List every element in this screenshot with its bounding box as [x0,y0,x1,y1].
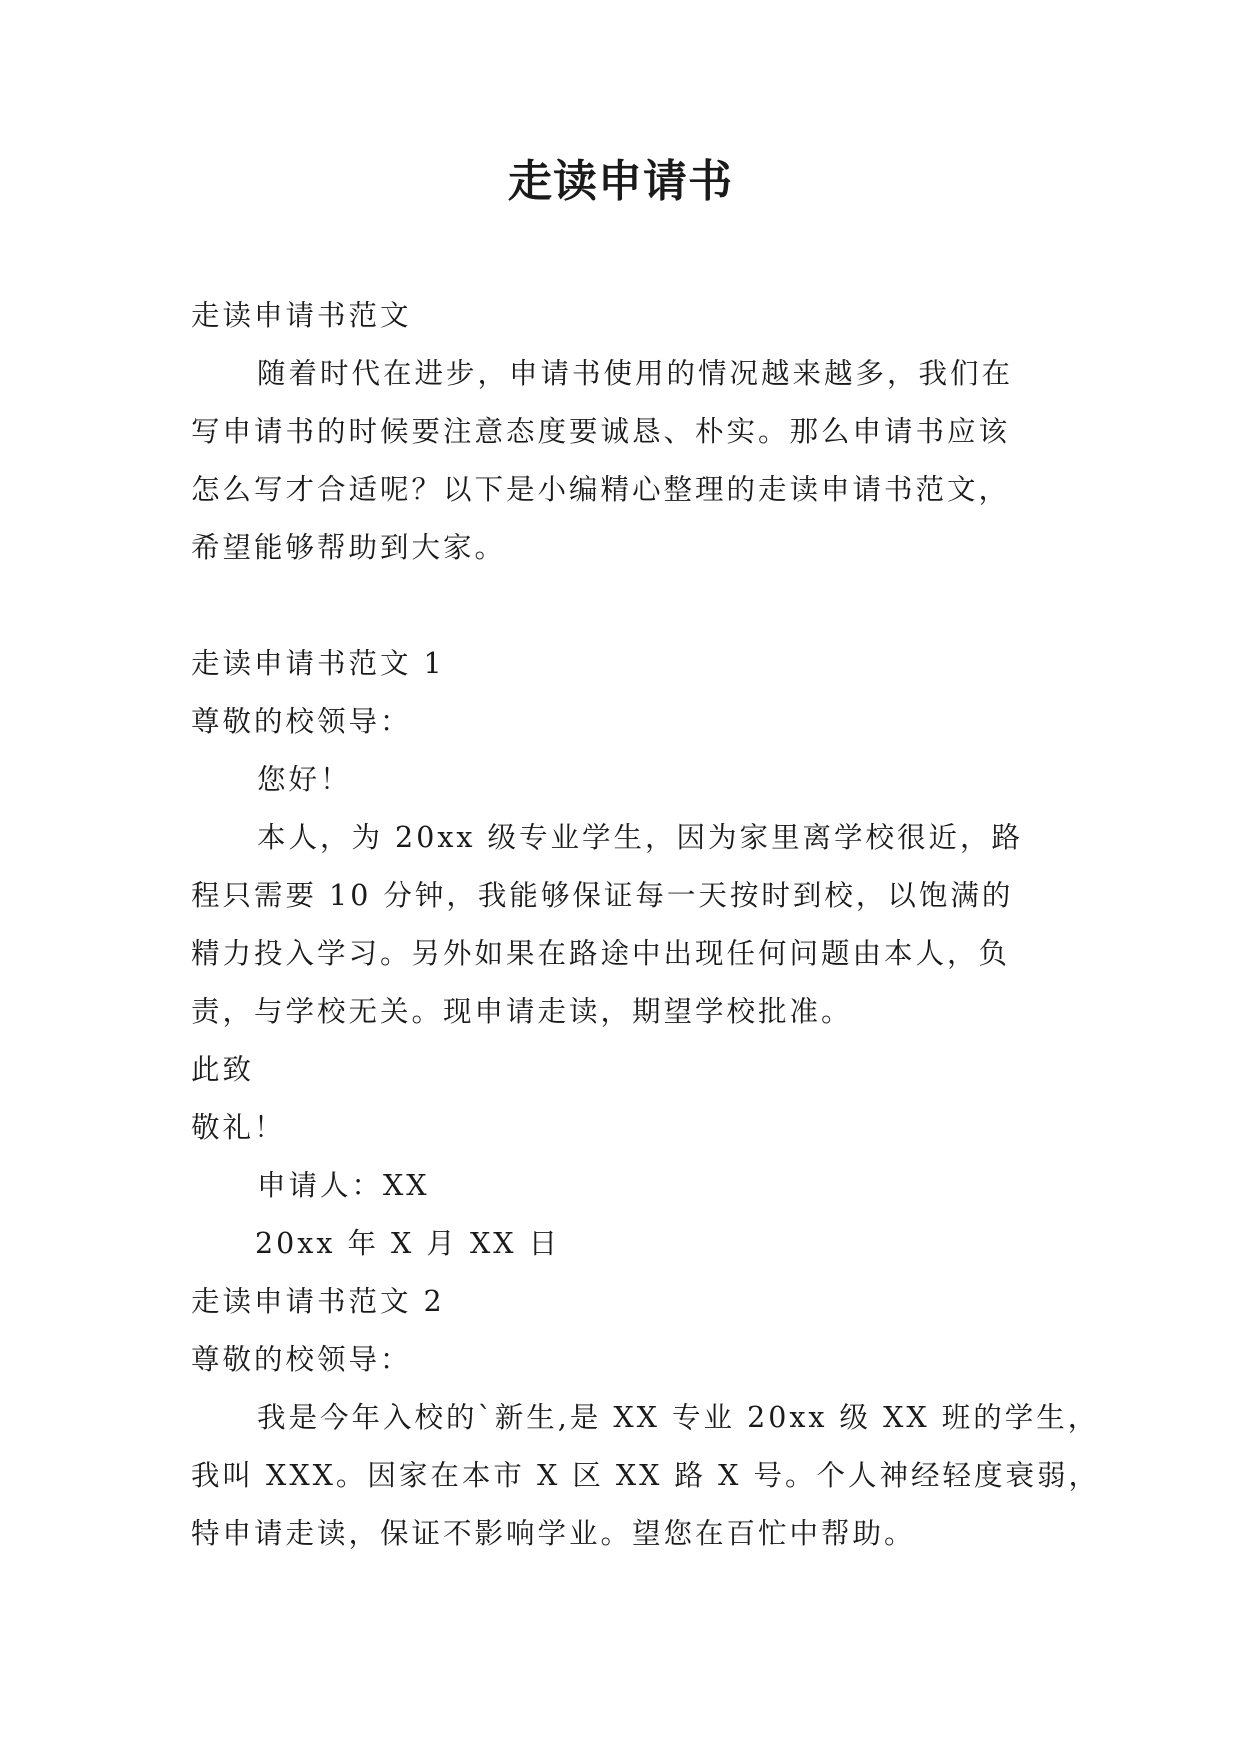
intro-line-4: 希望能够帮助到大家。 [191,531,507,564]
sample1-body-line-1: 本人，为 20xx 级专业学生，因为家里离学校很近，路 [257,821,1024,854]
sample1-closing-2: 敬礼！ [191,1111,286,1144]
intro-line-3: 怎么写才合适呢？以下是小编精心整理的走读申请书范文， [191,473,1011,506]
sample1-signature: 申请人：XX [257,1169,430,1202]
sample2-body-line-3: 特申请走读，保证不影响学业。望您在百忙中帮助。 [191,1517,916,1550]
sample2-heading: 走读申请书范文 2 [191,1285,445,1318]
document-body [191,287,1100,1563]
sample2-body-line-2: 我叫 XXX。因家在本市 X 区 XX 路 X 号。个人神经轻度衰弱， [191,1459,1100,1492]
sample2-salutation: 尊敬的校领导： [191,1343,412,1376]
sample1-closing-1: 此致 [191,1053,255,1086]
sample2-body-line-1: 我是今年入校的`新生,是 XX 专业 20xx 级 XX 班的学生， [257,1401,1100,1434]
sample1-heading: 走读申请书范文 1 [191,647,445,680]
sample1-salutation: 尊敬的校领导： [191,705,412,738]
sample1-greeting: 您好！ [257,763,352,796]
intro-line-2: 写申请书的时候要注意态度要诚恳、朴实。那么申请书应该 [191,415,1011,448]
sample1-body-line-3: 精力投入学习。另外如果在路途中出现任何问题由本人，负 [191,937,1011,970]
subtitle: 走读申请书范文 [191,299,412,332]
paragraph-gap [191,577,1051,635]
document-title: 走读申请书 [508,156,733,207]
sample1-body-line-2: 程只需要 10 分钟，我能够保证每一天按时到校，以饱满的 [191,879,1014,912]
intro-line-1: 随着时代在进步，申请书使用的情况越来越多，我们在 [257,357,1014,390]
sample1-date: 20xx 年 X 月 XX 日 [255,1227,561,1260]
sample1-body-line-4: 责，与学校无关。现申请走读，期望学校批准。 [191,995,853,1028]
